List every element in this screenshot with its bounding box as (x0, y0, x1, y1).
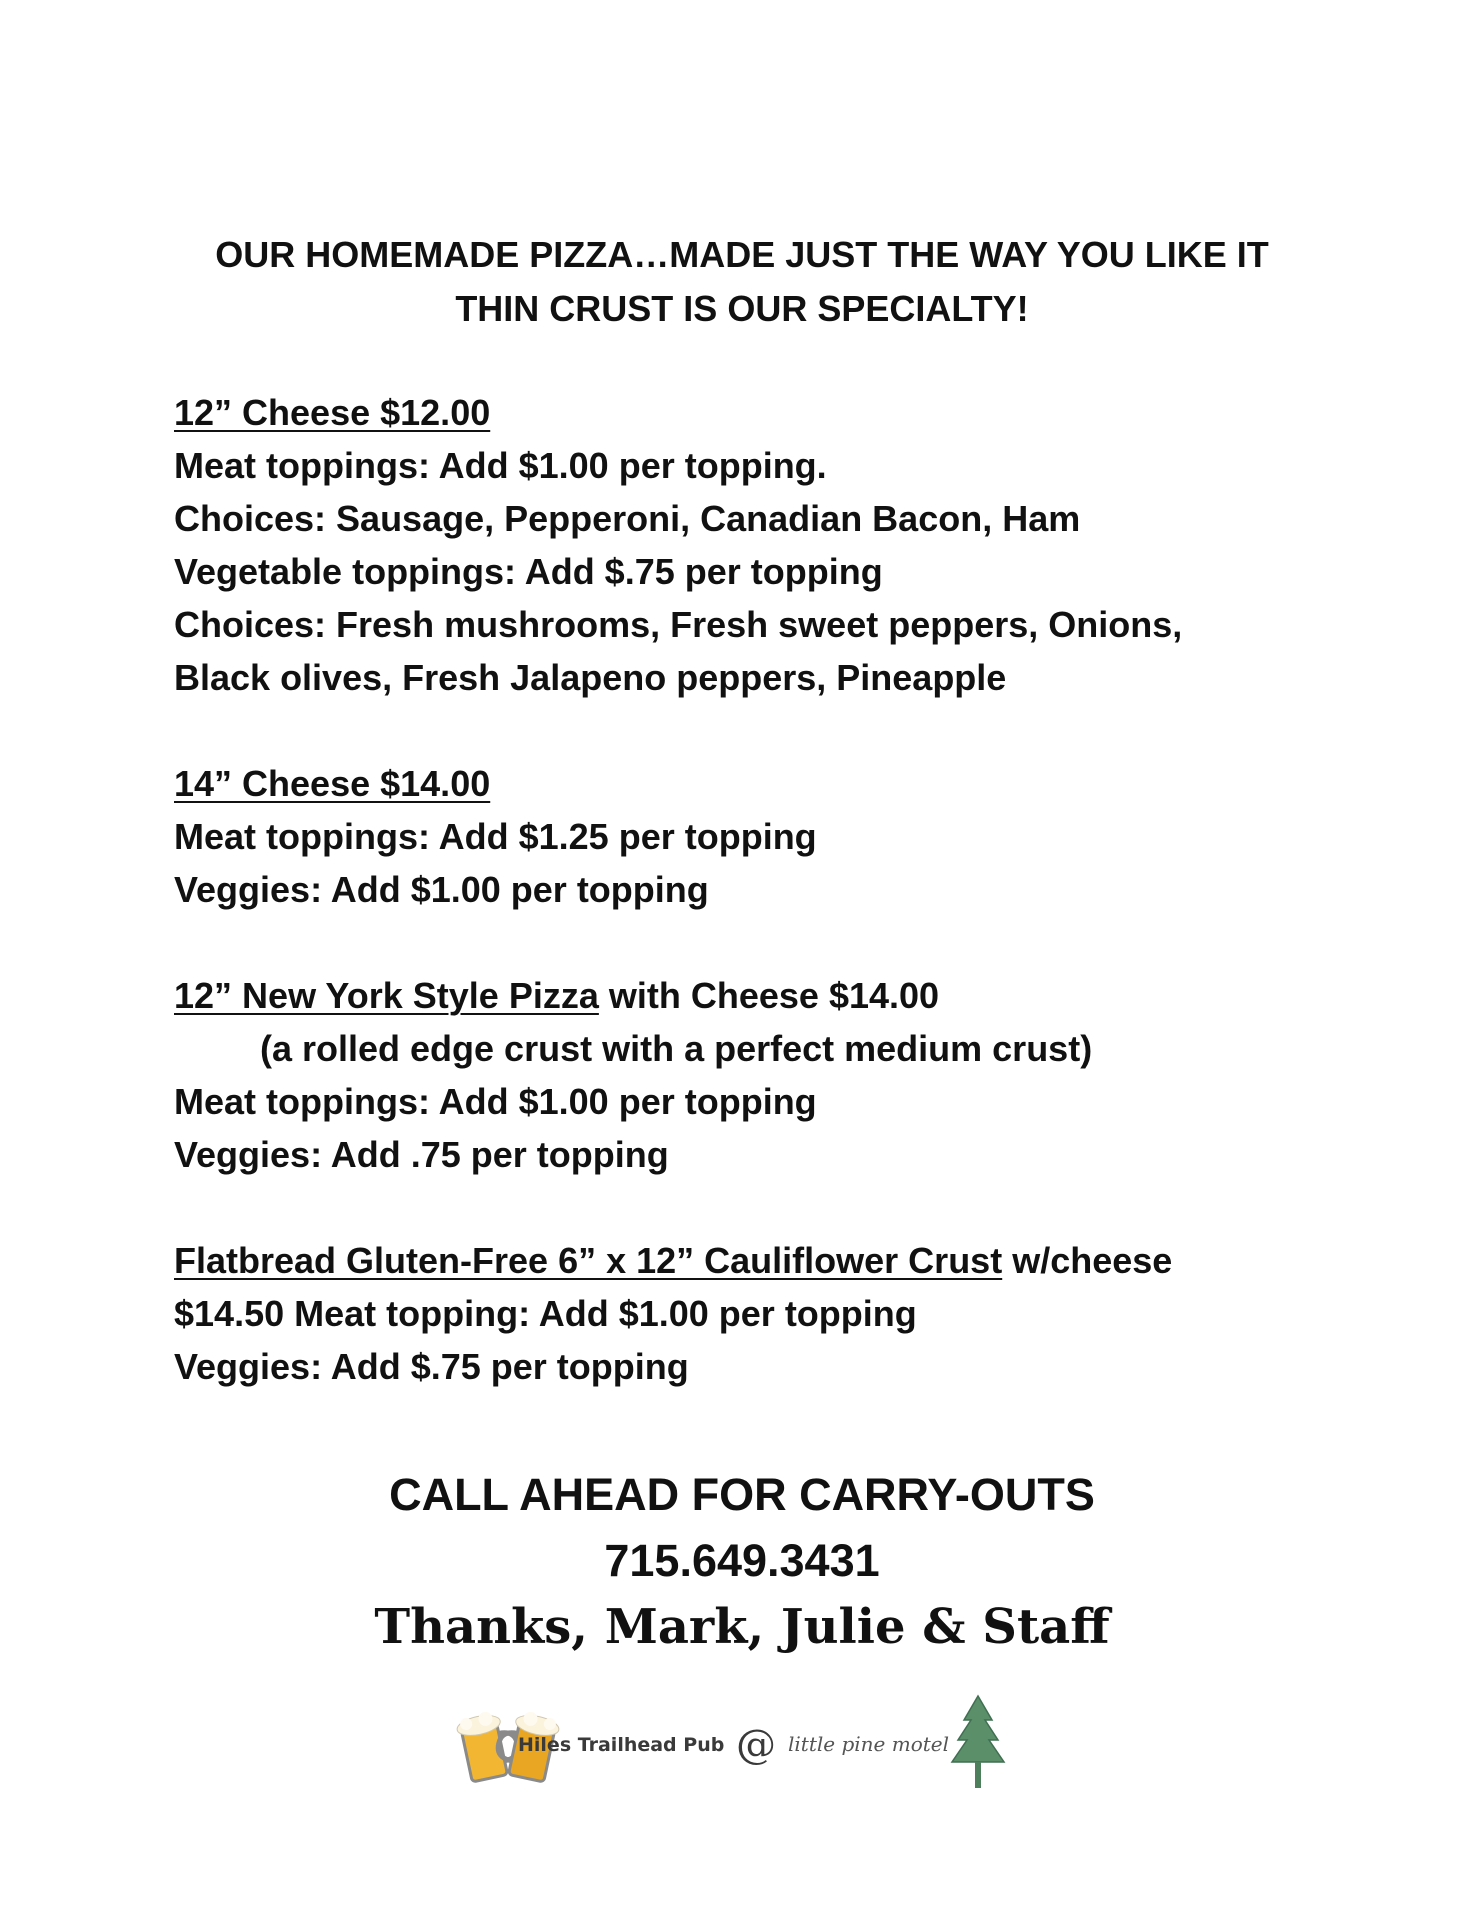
pine-tree-icon (948, 1694, 1008, 1790)
section-12-cheese-meat-choices: Choices: Sausage, Pepperoni, Canadian Bacon, Ham (174, 498, 1081, 539)
section-12-cheese-veg-choices-cont: Black olives, Fresh Jalapeno peppers, Pineapple (174, 657, 1007, 698)
section-ny-style-veggies: Veggies: Add .75 per topping (174, 1134, 669, 1175)
section-12-cheese-title: 12” Cheese $12.00 (174, 392, 491, 433)
section-12-cheese-meat: Meat toppings: Add $1.00 per topping. (174, 445, 827, 486)
pub-name: Hiles Trailhead Pub (518, 1734, 725, 1756)
header-line-2: THIN CRUST IS OUR SPECIALTY! (455, 288, 1029, 329)
section-flatbread-title-rest: w/cheese (1002, 1240, 1173, 1281)
section-ny-style-meat: Meat toppings: Add $1.00 per topping (174, 1081, 817, 1122)
section-ny-style-title-rest: with Cheese $14.00 (598, 975, 940, 1016)
motel-name: little pine motel (788, 1732, 950, 1756)
section-ny-style-title-underlined: 12” New York Style Pizza (174, 975, 599, 1016)
section-12-cheese-veg: Vegetable toppings: Add $.75 per topping (174, 551, 883, 592)
section-14-cheese-title: 14” Cheese $14.00 (174, 763, 491, 804)
section-ny-style-description: (a rolled edge crust with a perfect medium crust) (260, 1028, 1093, 1069)
section-ny-style-title (174, 969, 1374, 1022)
menu-header (0, 228, 1484, 336)
section-flatbread-veggies: Veggies: Add $.75 per topping (174, 1346, 689, 1387)
call-ahead-block (0, 1462, 1484, 1660)
thanks-signoff: Thanks, Mark, Julie & Staff (374, 1599, 1110, 1655)
at-symbol: @ (736, 1722, 776, 1768)
section-flatbread-title-underlined: Flatbread Gluten-Free 6” x 12” Cauliflower Crust (174, 1240, 1003, 1281)
section-14-cheese-meat: Meat toppings: Add $1.25 per topping (174, 816, 817, 857)
section-12-cheese-veg-choices: Choices: Fresh mushrooms, Fresh sweet peppers, Onions, (174, 604, 1183, 645)
phone-number: 715.649.3431 (604, 1535, 880, 1586)
call-ahead-text: CALL AHEAD FOR CARRY-OUTS (389, 1469, 1095, 1520)
pizza-menu (174, 386, 1374, 1393)
section-14-cheese-veggies: Veggies: Add $1.00 per topping (174, 869, 709, 910)
section-flatbread-title (174, 1234, 1374, 1287)
header-line-1: OUR HOMEMADE PIZZA…MADE JUST THE WAY YOU LIKE IT (215, 234, 1269, 275)
pub-logo (448, 1700, 1008, 1790)
section-flatbread-price-meat: $14.50 Meat topping: Add $1.00 per topping (174, 1293, 917, 1334)
